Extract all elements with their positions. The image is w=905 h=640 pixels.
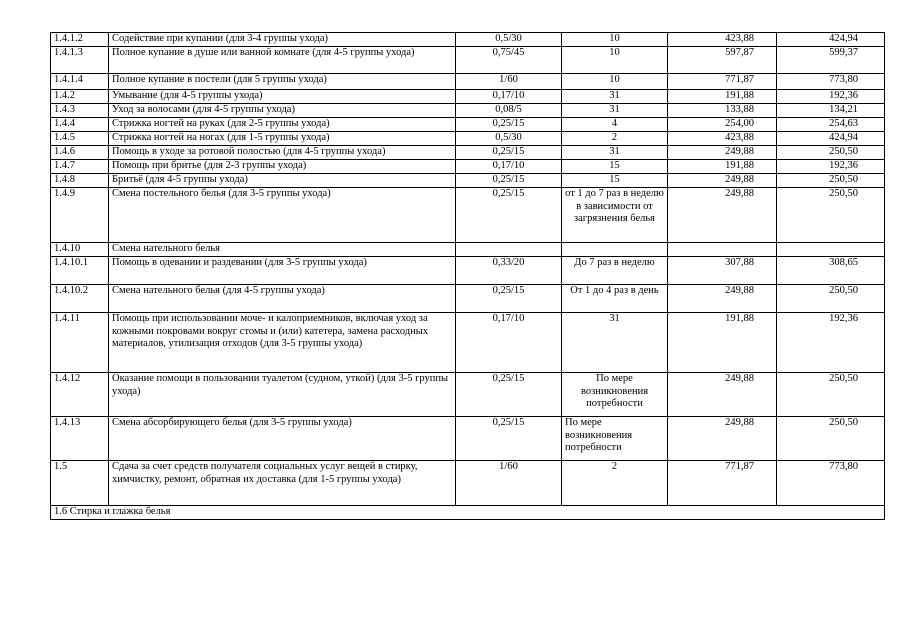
service-code-cell: 1.4.8 xyxy=(51,174,109,188)
table-body xyxy=(51,33,885,520)
time-norm-cell: 0,5/30 xyxy=(456,33,562,47)
frequency-cell: 2 xyxy=(562,461,668,506)
service-name-cell: Бритьё (для 4-5 группы ухода) xyxy=(109,174,456,188)
service-name-cell: Помощь в одевании и раздевании (для 3-5 группы ухода) xyxy=(109,257,456,285)
service-name-cell: Стрижка ногтей на руках (для 2-5 группы ухода) xyxy=(109,118,456,132)
frequency-cell: 10 xyxy=(562,33,668,47)
frequency-cell: До 7 раз в неделю xyxy=(562,257,668,285)
table-row xyxy=(51,33,885,47)
table-row xyxy=(51,132,885,146)
tariff-cell-2: 250,50 xyxy=(777,146,885,160)
table-row xyxy=(51,74,885,90)
time-norm-cell: 0,25/15 xyxy=(456,417,562,461)
frequency-cell: 31 xyxy=(562,104,668,118)
tariff-cell-2: 424,94 xyxy=(777,132,885,146)
tariff-cell-2: 192,36 xyxy=(777,313,885,373)
frequency-cell: От 1 до 4 раз в день xyxy=(562,285,668,313)
tariff-cell-2: 250,50 xyxy=(777,174,885,188)
service-name-cell: Сдача за счет средств получателя социальных услуг вещей в стирку, химчистку, ремонт, обратная их доставка (для 1-5 группы ухода) xyxy=(109,461,456,506)
tariff-cell-2: 773,80 xyxy=(777,461,885,506)
service-code-cell: 1.4.7 xyxy=(51,160,109,174)
frequency-cell: По мере возникновения потребности xyxy=(562,373,668,417)
tariff-cell-2: 773,80 xyxy=(777,74,885,90)
tariff-cell-1: 771,87 xyxy=(668,461,777,506)
table-row xyxy=(51,373,885,417)
table-row xyxy=(51,461,885,506)
time-norm-cell: 1/60 xyxy=(456,461,562,506)
tariff-cell-1: 249,88 xyxy=(668,188,777,243)
frequency-cell: 15 xyxy=(562,160,668,174)
time-norm-cell: 0,75/45 xyxy=(456,47,562,74)
service-code-cell: 1.5 xyxy=(51,461,109,506)
tariff-cell-1: 191,88 xyxy=(668,313,777,373)
section-heading-cell: 1.6 Стирка и глажка белья xyxy=(51,506,885,520)
time-norm-cell: 0,25/15 xyxy=(456,146,562,160)
service-name-cell: Полное купание в постели (для 5 группы ухода) xyxy=(109,74,456,90)
tariff-cell-1: 249,88 xyxy=(668,146,777,160)
service-code-cell: 1.4.10.2 xyxy=(51,285,109,313)
tariff-cell-1: 249,88 xyxy=(668,373,777,417)
service-code-cell: 1.4.3 xyxy=(51,104,109,118)
frequency-cell: 2 xyxy=(562,132,668,146)
service-name-cell: Полное купание в душе или ванной комнате (для 4-5 группы ухода) xyxy=(109,47,456,74)
frequency-cell: от 1 до 7 раз в неделю в зависимости от загрязнения белья xyxy=(562,188,668,243)
time-norm-cell: 0,25/15 xyxy=(456,118,562,132)
service-name-cell: Умывание (для 4-5 группы ухода) xyxy=(109,90,456,104)
table-row xyxy=(51,47,885,74)
time-norm-cell: 0,33/20 xyxy=(456,257,562,285)
frequency-cell: 10 xyxy=(562,74,668,90)
table-row xyxy=(51,174,885,188)
service-code-cell: 1.4.1.3 xyxy=(51,47,109,74)
service-name-cell: Смена нательного белья (для 4-5 группы ухода) xyxy=(109,285,456,313)
tariff-cell-1: 191,88 xyxy=(668,160,777,174)
service-code-cell: 1.4.10.1 xyxy=(51,257,109,285)
service-name-cell: Смена нательного белья xyxy=(109,243,456,257)
tariff-cell-1: 423,88 xyxy=(668,33,777,47)
table-row xyxy=(51,417,885,461)
time-norm-cell: 0,5/30 xyxy=(456,132,562,146)
service-name-cell: Смена абсорбирующего белья (для 3-5 группы ухода) xyxy=(109,417,456,461)
service-code-cell: 1.4.2 xyxy=(51,90,109,104)
frequency-cell: 15 xyxy=(562,174,668,188)
tariff-cell-1: 191,88 xyxy=(668,90,777,104)
service-name-cell: Помощь в уходе за ротовой полостью (для 4-5 группы ухода) xyxy=(109,146,456,160)
table-row xyxy=(51,160,885,174)
service-code-cell: 1.4.1.4 xyxy=(51,74,109,90)
tariff-cell-1: 771,87 xyxy=(668,74,777,90)
service-code-cell: 1.4.11 xyxy=(51,313,109,373)
time-norm-cell: 0,25/15 xyxy=(456,188,562,243)
tariff-cell-2: 250,50 xyxy=(777,417,885,461)
table-row xyxy=(51,243,885,257)
time-norm-cell: 0,25/15 xyxy=(456,373,562,417)
tariff-cell-1: 597,87 xyxy=(668,47,777,74)
time-norm-cell: 0,25/15 xyxy=(456,174,562,188)
service-code-cell: 1.4.9 xyxy=(51,188,109,243)
time-norm-cell: 0,17/10 xyxy=(456,313,562,373)
tariff-cell-2 xyxy=(777,243,885,257)
tariff-cell-2: 424,94 xyxy=(777,33,885,47)
service-code-cell: 1.4.6 xyxy=(51,146,109,160)
time-norm-cell: 0,08/5 xyxy=(456,104,562,118)
frequency-cell: 10 xyxy=(562,47,668,74)
table-row xyxy=(51,257,885,285)
table-row xyxy=(51,285,885,313)
table-row xyxy=(51,313,885,373)
service-name-cell: Стрижка ногтей на ногах (для 1-5 группы ухода) xyxy=(109,132,456,146)
frequency-cell xyxy=(562,243,668,257)
tariff-cell-1 xyxy=(668,243,777,257)
tariff-cell-1: 307,88 xyxy=(668,257,777,285)
tariff-cell-2: 250,50 xyxy=(777,285,885,313)
tariff-cell-1: 423,88 xyxy=(668,132,777,146)
social-services-tariff-table xyxy=(50,32,885,520)
frequency-cell: 31 xyxy=(562,90,668,104)
frequency-cell: По мере возникновения потребности xyxy=(562,417,668,461)
section-row xyxy=(51,506,885,520)
table-row xyxy=(51,90,885,104)
time-norm-cell xyxy=(456,243,562,257)
tariff-cell-1: 249,88 xyxy=(668,285,777,313)
service-code-cell: 1.4.1.2 xyxy=(51,33,109,47)
tariff-document-page xyxy=(50,32,884,520)
tariff-cell-2: 134,21 xyxy=(777,104,885,118)
tariff-cell-2: 254,63 xyxy=(777,118,885,132)
time-norm-cell: 0,25/15 xyxy=(456,285,562,313)
service-name-cell: Оказание помощи в пользовании туалетом (судном, уткой) (для 3-5 группы ухода) xyxy=(109,373,456,417)
tariff-cell-1: 133,88 xyxy=(668,104,777,118)
tariff-cell-2: 192,36 xyxy=(777,90,885,104)
service-code-cell: 1.4.10 xyxy=(51,243,109,257)
time-norm-cell: 0,17/10 xyxy=(456,90,562,104)
service-name-cell: Помощь при использовании моче- и калоприемников, включая уход за кожными покровами вокруг стомы и (или) катетера, замена расходных материалов, утилизация отходов (для 3-5 группы ухода) xyxy=(109,313,456,373)
tariff-cell-1: 254,00 xyxy=(668,118,777,132)
table-row xyxy=(51,188,885,243)
tariff-cell-1: 249,88 xyxy=(668,417,777,461)
service-name-cell: Смена постельного белья (для 3-5 группы ухода) xyxy=(109,188,456,243)
service-code-cell: 1.4.12 xyxy=(51,373,109,417)
table-row xyxy=(51,146,885,160)
tariff-cell-2: 192,36 xyxy=(777,160,885,174)
tariff-cell-2: 250,50 xyxy=(777,188,885,243)
service-code-cell: 1.4.4 xyxy=(51,118,109,132)
time-norm-cell: 1/60 xyxy=(456,74,562,90)
frequency-cell: 31 xyxy=(562,313,668,373)
service-code-cell: 1.4.5 xyxy=(51,132,109,146)
table-row xyxy=(51,118,885,132)
tariff-cell-2: 250,50 xyxy=(777,373,885,417)
tariff-cell-2: 308,65 xyxy=(777,257,885,285)
frequency-cell: 31 xyxy=(562,146,668,160)
tariff-cell-1: 249,88 xyxy=(668,174,777,188)
time-norm-cell: 0,17/10 xyxy=(456,160,562,174)
table-row xyxy=(51,104,885,118)
frequency-cell: 4 xyxy=(562,118,668,132)
service-code-cell: 1.4.13 xyxy=(51,417,109,461)
service-name-cell: Помощь при бритье (для 2-3 группы ухода) xyxy=(109,160,456,174)
service-name-cell: Уход за волосами (для 4-5 группы ухода) xyxy=(109,104,456,118)
tariff-cell-2: 599,37 xyxy=(777,47,885,74)
service-name-cell: Содействие при купании (для 3-4 группы ухода) xyxy=(109,33,456,47)
